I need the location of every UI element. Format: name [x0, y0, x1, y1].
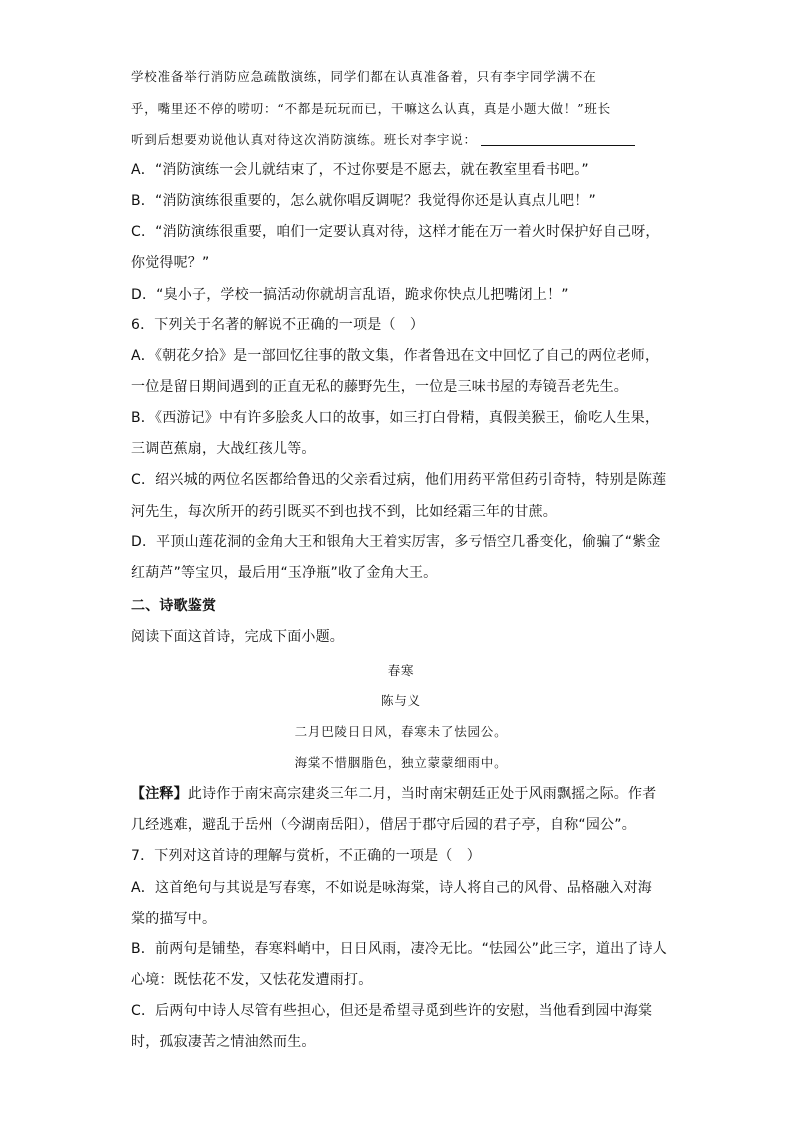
passage-line-3-text: 听到后想要劝说他认真对待这次消防演练。班长对李宇说： — [131, 132, 477, 147]
q5-option-a: A．“消防演练一会儿就结束了，不过你要是不愿去，就在教室里看书吧。” — [131, 162, 589, 178]
q7-option-b-line-1: B．前两句是铺垫，春寒料峭中，日日风雨，凄冷无比。“怯园公”此三字，道出了诗人 — [131, 941, 667, 957]
q5-option-d: D．“臭小子，学校一搞活动你就胡言乱语，跪求你快点儿把嘴闭上！” — [131, 287, 569, 303]
q7-option-a-line-2: 棠的描写中。 — [131, 911, 217, 927]
poem-author: 陈与义 — [381, 693, 421, 708]
passage-line-3 — [131, 130, 671, 150]
answer-blank — [481, 131, 635, 146]
q5-option-b: B．“消防演练很重要的，怎么就你唱反调呢？我觉得你还是认真点儿吧！” — [131, 193, 596, 209]
note-line-1 — [131, 784, 671, 804]
q7-option-c-line-2: 时，孤寂凄苦之情油然而生。 — [131, 1034, 316, 1050]
q6-option-b-line-1: B．《西游记》中有许多脍炙人口的故事，如三打白骨精，真假美猴王，偷吃人生果， — [131, 410, 660, 426]
poem-title: 春寒 — [387, 663, 415, 678]
q6-option-c-line-2: 河先生，每次所开的药引既买不到也找不到，比如经霜三年的甘蔗。 — [131, 504, 557, 520]
q6-option-a-line-1: A．《朝花夕拾》是一部回忆往事的散文集，作者鲁迅在文中回忆了自己的两位老师， — [131, 348, 660, 364]
section-intro: 阅读下面这首诗，完成下面小题。 — [131, 629, 344, 645]
note-text-1: 此诗作于南宋高宗建炎三年二月，当时南宋朝廷正处于风雨飘摇之际。作者 — [187, 786, 657, 802]
passage-line-1: 学校准备举行消防应急疏散演练，同学们都在认真准备着，只有李宇同学满不在 — [131, 69, 597, 84]
q6-option-c-line-1: C．绍兴城的两位名医都给鲁迅的父亲看过病，他们用药平常但药引奇特，特别是陈莲 — [131, 472, 667, 488]
poem-line-2: 海棠不惜胭脂色，独立蒙蒙细雨中。 — [294, 755, 508, 770]
q6-option-a-line-2: 一位是留日期间遇到的正直无私的藤野先生，一位是三味书屋的寿镜吾老先生。 — [131, 379, 628, 395]
poem-line-1: 二月巴陵日日风，春寒未了怯园公。 — [294, 724, 508, 739]
passage-line-2: 乎，嘴里还不停的唠叨：“不都是玩玩而已，干嘛这么认真，真是小题大做！”班长 — [131, 101, 611, 116]
q6-option-b-line-2: 三调芭蕉扇，大战红孩儿等。 — [131, 441, 316, 457]
note-line-2: 几经逃难，避乱于岳州（今湖南岳阳），借居于郡守后园的君子亭，自称“园公”。 — [131, 817, 636, 833]
q5-option-c-line-1: C．“消防演练很重要，咱们一定要认真对待，这样才能在万一着火时保护好自己呀， — [131, 224, 660, 240]
q7-option-b-line-2: 心境：既怯花不发，又怯花发遭雨打。 — [131, 972, 373, 988]
section-heading: 二、诗歌鉴赏 — [131, 598, 217, 614]
q7-option-a-line-1: A．这首绝句与其说是写春寒，不如说是咏海棠，诗人将自己的风骨、品格融入对海 — [131, 880, 652, 896]
q6-option-d-line-1: D．平顶山莲花洞的金角大王和银角大王着实厉害，多亏悟空几番变化，偷骗了“紫金 — [131, 534, 661, 550]
q6-stem: 6．下列关于名著的解说不正确的一项是（ ） — [131, 317, 425, 333]
note-label: 【注释】 — [131, 786, 188, 802]
q7-option-c-line-1: C．后两句中诗人尽管有些担心，但还是希望寻觅到些许的安慰，当他看到园中海棠 — [131, 1003, 653, 1019]
q6-option-d-line-2: 红葫芦”等宝贝，最后用“玉净瓶”收了金角大王。 — [131, 565, 438, 581]
q5-option-c-line-2: 你觉得呢？” — [131, 255, 210, 271]
q7-stem: 7．下列对这首诗的理解与赏析，不正确的一项是（ ） — [131, 848, 481, 864]
